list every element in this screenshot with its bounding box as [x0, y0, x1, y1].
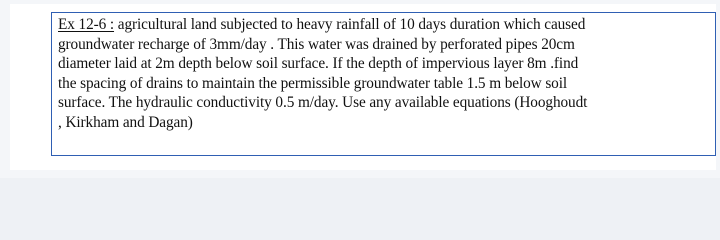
problem-line-2: groundwater recharge of 3mm/day . This water was drained by perforated pipes 20cm — [58, 35, 575, 53]
problem-line-5: surface. The hydraulic conductivity 0.5 m/day. Use any available equations (Hooghoudt — [58, 94, 588, 111]
problem-line-4: the spacing of drains to maintain the permissible groundwater table 1.5 m below soil — [58, 74, 568, 92]
problem-line-6: , Kirkham and Dagan) — [58, 113, 193, 131]
problem-line-3: diameter laid at 2m depth below soil surface. If the depth of impervious layer 8m .find — [58, 55, 579, 72]
example-label: Ex 12-6 : — [58, 16, 115, 33]
document-sheet — [10, 4, 716, 170]
problem-text — [58, 15, 715, 132]
problem-line-1: agricultural land subjected to heavy rainfall of 10 days duration which caused — [114, 16, 586, 33]
problem-box — [51, 12, 716, 156]
